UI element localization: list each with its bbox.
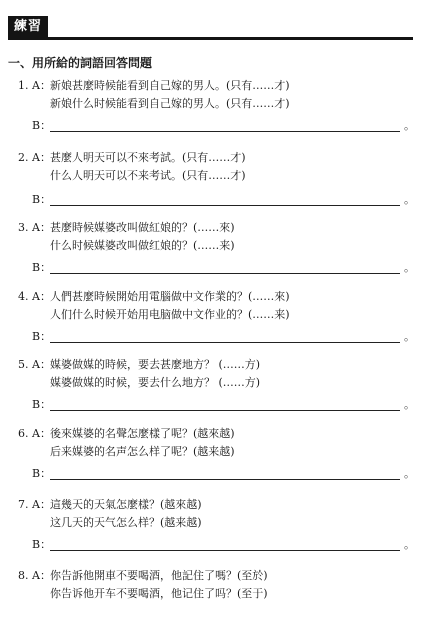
answer-period: 。: [404, 193, 415, 206]
question-simplified: 你告诉他开车不要喝酒，他记住了吗？(至于): [50, 587, 268, 600]
answer-period: 。: [404, 398, 415, 411]
header-rule: [8, 37, 413, 40]
question-simplified: 什么人明天可以不来考试。(只有……才): [50, 169, 246, 182]
speaker-a-label: A：: [32, 427, 51, 440]
answer-line[interactable]: [50, 342, 400, 343]
question-traditional: 媒婆做媒的時候，要去甚麼地方？ (……方): [50, 358, 261, 371]
question-simplified: 媒婆做媒的时候，要去什么地方？ (……方): [50, 376, 261, 389]
speaker-a-label: A：: [32, 290, 51, 303]
speaker-a-label: A：: [32, 79, 51, 92]
section-title: 一、用所給的詞語回答問題: [8, 56, 153, 70]
answer-period: 。: [404, 538, 415, 551]
answer-period: 。: [404, 261, 415, 274]
question-number: 7.: [18, 498, 29, 511]
question-number: 4.: [18, 290, 29, 303]
question-simplified: 什么时候媒婆改叫做红娘的？(……来): [50, 239, 235, 252]
question-traditional: 甚麼時候媒婆改叫做紅娘的？(……來): [50, 221, 235, 234]
speaker-b-label: B：: [32, 467, 52, 480]
speaker-a-label: A：: [32, 221, 51, 234]
question-number: 5.: [18, 358, 29, 371]
speaker-b-label: B：: [32, 193, 52, 206]
question-simplified: 人们什么时候开始用电脑做中文作业的？(……来): [50, 308, 290, 321]
question-simplified: 这几天的天气怎么样？(越来越): [50, 516, 202, 529]
question-simplified: 新娘什么时候能看到自己嫁的男人。(只有……才): [50, 97, 290, 110]
exercise-badge: 練習: [8, 16, 48, 37]
answer-line[interactable]: [50, 273, 400, 274]
answer-line[interactable]: [50, 410, 400, 411]
question-number: 1.: [18, 79, 29, 92]
question-number: 2.: [18, 151, 29, 164]
speaker-b-label: B：: [32, 398, 52, 411]
speaker-b-label: B：: [32, 119, 52, 132]
answer-period: 。: [404, 330, 415, 343]
speaker-a-label: A：: [32, 498, 51, 511]
question-number: 6.: [18, 427, 29, 440]
answer-period: 。: [404, 119, 415, 132]
answer-line[interactable]: [50, 131, 400, 132]
question-traditional: 人們甚麼時候開始用電腦做中文作業的？(……來): [50, 290, 290, 303]
question-number: 3.: [18, 221, 29, 234]
speaker-a-label: A：: [32, 358, 51, 371]
question-traditional: 這幾天的天氣怎麼樣？(越來越): [50, 498, 202, 511]
answer-line[interactable]: [50, 205, 400, 206]
question-traditional: 甚麼人明天可以不來考試。(只有……才): [50, 151, 246, 164]
answer-period: 。: [404, 467, 415, 480]
question-traditional: 新娘甚麼時候能看到自己嫁的男人。(只有……才): [50, 79, 290, 92]
speaker-b-label: B：: [32, 261, 52, 274]
speaker-b-label: B：: [32, 330, 52, 343]
speaker-a-label: A：: [32, 151, 51, 164]
speaker-b-label: B：: [32, 538, 52, 551]
answer-line[interactable]: [50, 479, 400, 480]
question-traditional: 你告訴他開車不要喝酒，他記住了嗎？(至於): [50, 569, 268, 582]
question-simplified: 后来媒婆的名声怎么样了呢？(越来越): [50, 445, 235, 458]
answer-line[interactable]: [50, 550, 400, 551]
question-traditional: 後來媒婆的名聲怎麼樣了呢？(越來越): [50, 427, 235, 440]
question-number: 8.: [18, 569, 29, 582]
speaker-a-label: A：: [32, 569, 51, 582]
